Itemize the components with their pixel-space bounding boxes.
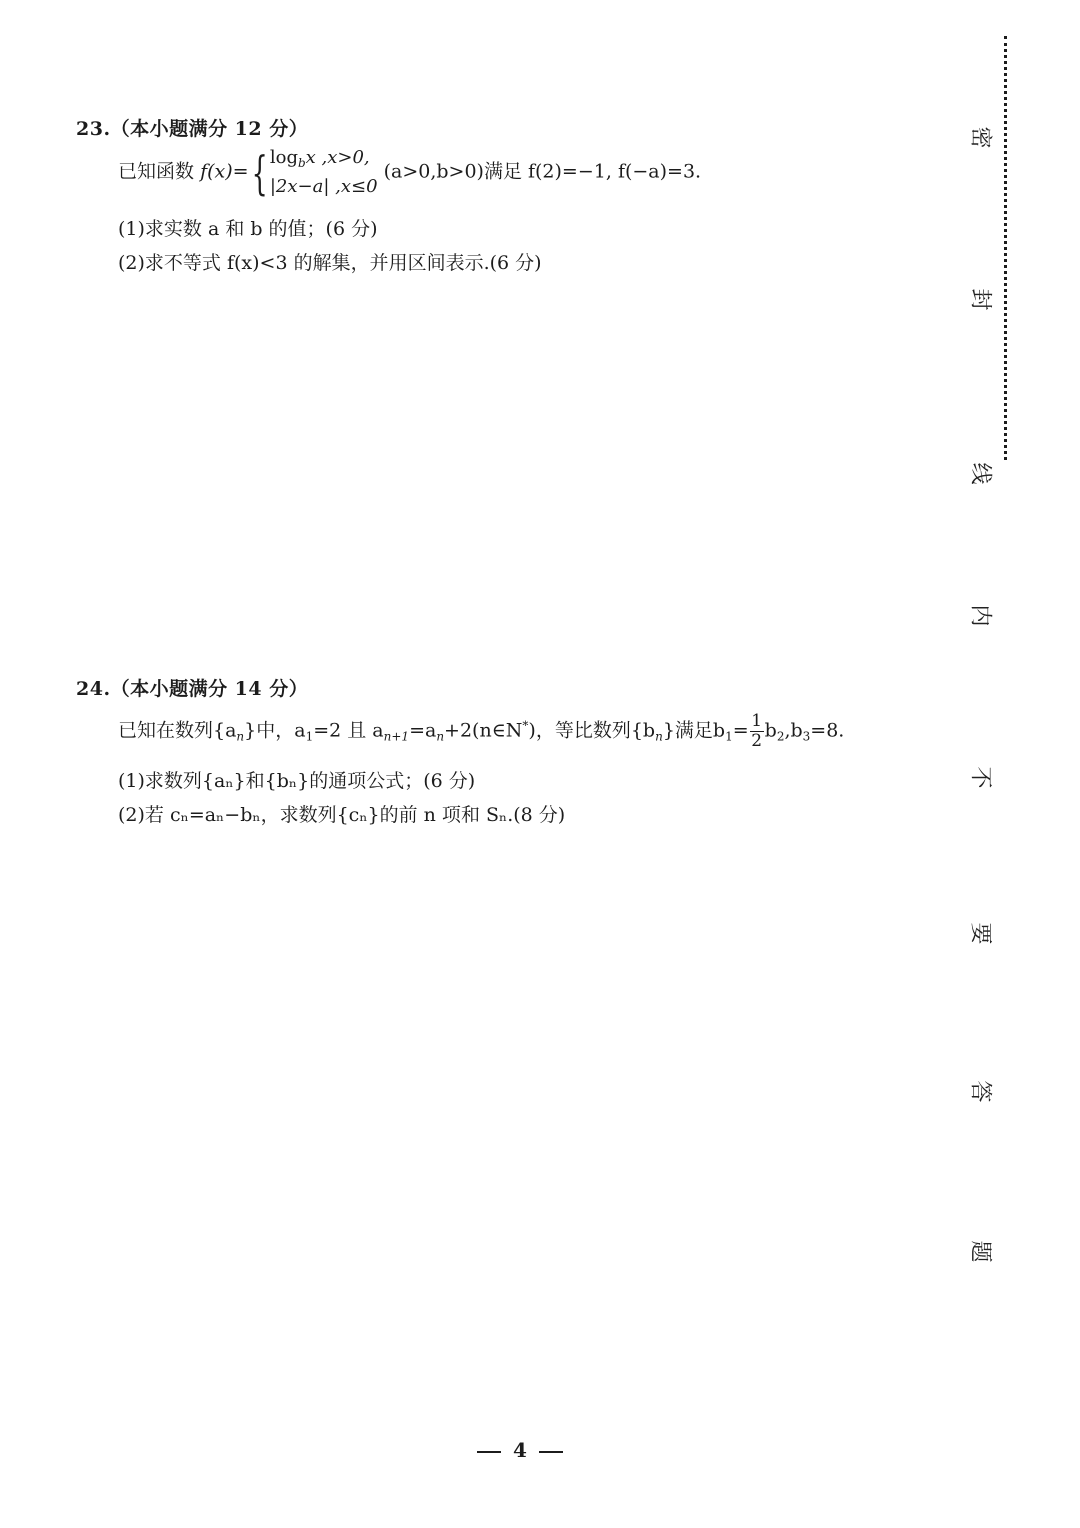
question-23-number: 23.: [76, 118, 111, 140]
question-23: [76, 114, 936, 274]
question-24-number: 24.: [76, 678, 111, 700]
piecewise-function: { $\log_bx$ ,x>0, |2x−a| ,x≤0: [251, 145, 378, 200]
seal-char-2: 封: [967, 288, 993, 311]
question-24: [76, 674, 936, 826]
seal-char-7: 答: [967, 1080, 993, 1103]
question-24-part-1: (1)求数列{aₙ}和{bₙ}的通项公式；(6 分): [118, 770, 476, 792]
seal-char-3: 线: [967, 462, 993, 485]
seal-char-6: 要: [967, 922, 993, 945]
seal-char-5: 不: [967, 766, 993, 789]
question-23-part-1: (1)求实数 a 和 b 的值；(6 分): [118, 218, 378, 240]
seal-char-4: 内: [967, 604, 993, 627]
page-number: 4: [0, 1438, 1040, 1462]
question-24-part-2: (2)若 cₙ=aₙ−bₙ，求数列{cₙ}的前 n 项和 Sₙ.(8 分): [118, 804, 566, 826]
question-24-stem: 已知在数列$\{a_n\}$中，$a_1=2$ 且 $a_{n+1}=a_n+2(n\in N^*)$，等比数列$\{b_n\}$满足$b_1=$ $\frac{1}{2}$ $b_2,b_3=8$.: [118, 711, 845, 751]
question-23-header: 23.（本小题满分 12 分）: [76, 118, 309, 140]
question-23-part-2: (2)求不等式 f(x)<3 的解集，并用区间表示.(6 分): [118, 252, 542, 274]
seal-dotted-line: [1004, 36, 1007, 460]
question-24-header: 24.（本小题满分 14 分）: [76, 678, 309, 700]
seal-char-8: 题: [967, 1240, 993, 1263]
fraction-one-half: $\frac{1}{2}$: [751, 711, 763, 751]
question-23-stem: 已知函数 f(x)={ $\log_bx$ ,x>0, |2x−a| ,x≤0 (a>0,b>0)满足 f(2)=−1, f(−a)=3.: [118, 145, 702, 200]
seal-char-1: 密: [967, 126, 993, 149]
